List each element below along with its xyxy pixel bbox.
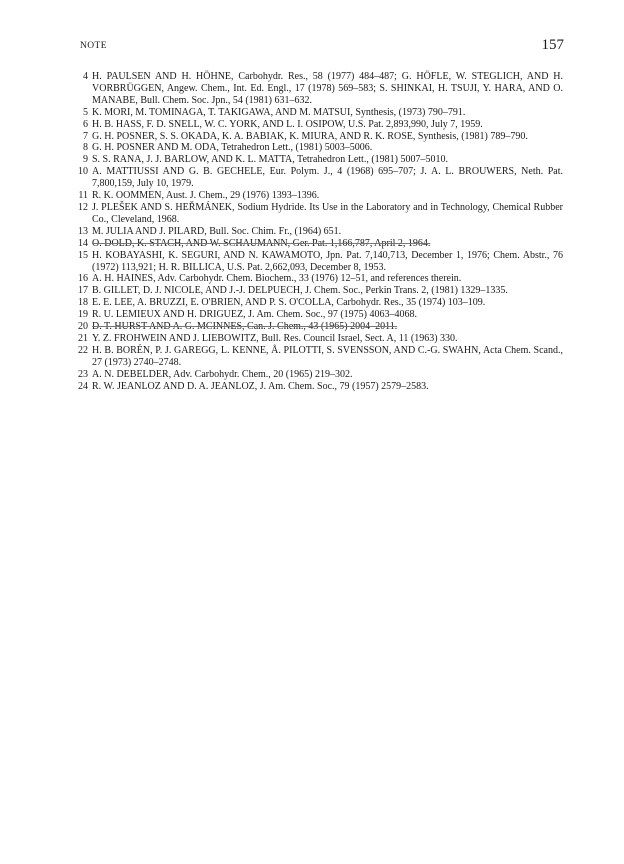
reference-text: B. GILLET, D. J. NICOLE, AND J.-J. DELPUECH, J. Chem. Soc., Perkin Trans. 2, (1981) 1329–1335. [92, 285, 508, 297]
reference-text: H. PAULSEN AND H. HÖHNE, Carbohydr. Res., 58 (1977) 484–487; G. HÖFLE, W. STEGLICH, AND H. VORBRÜGGEN, Angew. Chem., Int. Ed. Engl., 17 (1978) 569–583; S. SHINKAI, H. TSUJI, Y. HARA, AND O. MANABE, Bull. Chem. Soc. Jpn., 54 (1981) 631–632. [92, 71, 563, 106]
reference-item [77, 202, 563, 226]
reference-item [77, 250, 563, 274]
reference-text: D. T. HURST AND A. G. MCINNES, Can. J. Chem., 43 (1965) 2004–2011. [92, 321, 398, 333]
running-head: NOTE [80, 41, 107, 51]
reference-item [77, 131, 563, 143]
reference-text: R. W. JEANLOZ AND D. A. JEANLOZ, J. Am. Chem. Soc., 79 (1957) 2579–2583. [92, 380, 429, 392]
reference-item [77, 166, 563, 190]
reference-item [77, 381, 563, 393]
reference-item [77, 154, 563, 166]
reference-number: 17 [78, 285, 88, 297]
reference-number: 24 [78, 380, 88, 392]
reference-item [77, 71, 563, 107]
reference-text: H. B. HASS, F. D. SNELL, W. C. YORK, AND L. I. OSIPOW, U.S. Pat. 2,893,990, July 7, 1959. [92, 118, 483, 130]
reference-number: 19 [78, 309, 88, 321]
reference-text: H. KOBAYASHI, K. SEGURI, AND N. KAWAMOTO, Jpn. Pat. 7,140,713, December 1, 1976; Chem. Abstr., 76 (1972) 113,921; H. R. BILLICA, U.S. Pat. 2,662,093, December 8, 1953. [92, 249, 563, 273]
reference-number: 12 [78, 201, 88, 213]
reference-number: 8 [83, 142, 88, 154]
reference-item [77, 321, 563, 333]
reference-item [77, 119, 563, 131]
reference-text: Y. Z. FROHWEIN AND J. LIEBOWITZ, Bull. Res. Council Israel, Sect. A, 11 (1963) 330. [92, 332, 458, 344]
reference-number: 21 [78, 332, 88, 344]
reference-number: 23 [78, 368, 88, 380]
reference-item [77, 273, 563, 285]
reference-number: 6 [83, 118, 88, 130]
reference-number: 7 [83, 130, 88, 142]
reference-number: 10 [78, 166, 88, 178]
reference-item [77, 297, 563, 309]
reference-number: 15 [78, 249, 88, 261]
reference-list [77, 71, 563, 392]
reference-number: 18 [78, 297, 88, 309]
reference-text: G. H. POSNER AND M. ODA, Tetrahedron Lett., (1981) 5003–5006. [92, 142, 373, 154]
reference-text: S. S. RANA, J. J. BARLOW, AND K. L. MATTA, Tetrahedron Lett., (1981) 5007–5010. [92, 154, 448, 166]
reference-text: G. H. POSNER, S. S. OKADA, K. A. BABIAK, K. MIURA, AND R. K. ROSE, Synthesis, (1981) 789–790. [92, 130, 528, 142]
page-number: 157 [541, 37, 564, 53]
reference-text: R. K. OOMMEN, Aust. J. Chem., 29 (1976) 1393–1396. [92, 190, 320, 202]
reference-text: A. H. HAINES, Adv. Carbohydr. Chem. Biochem., 33 (1976) 12–51, and references therein. [92, 273, 462, 285]
reference-text: H. B. BORÉN, P. J. GAREGG, L. KENNE, Å. PILOTTI, S. SVENSSON, AND C.-G. SWAHN, Acta Chem. Scand., 27 (1973) 2740–2748. [92, 344, 563, 368]
reference-text: A. N. DEBELDER, Adv. Carbohydr. Chem., 20 (1965) 219–302. [92, 368, 353, 380]
reference-number: 16 [78, 273, 88, 285]
reference-text: O. DOLD, K. STACH, AND W. SCHAUMANN, Ger. Pat. 1,166,787, April 2, 1964. [92, 237, 431, 249]
reference-item [77, 309, 563, 321]
reference-number: 20 [78, 321, 88, 333]
reference-item [77, 369, 563, 381]
reference-text: R. U. LEMIEUX AND H. DRIGUEZ, J. Am. Chem. Soc., 97 (1975) 4063–4068. [92, 309, 417, 321]
reference-text: M. JULIA AND J. PILARD, Bull. Soc. Chim. Fr., (1964) 651. [92, 225, 342, 237]
reference-number: 9 [83, 154, 88, 166]
reference-number: 5 [83, 106, 88, 118]
reference-text: E. E. LEE, A. BRUZZI, E. O'BRIEN, AND P. S. O'COLLA, Carbohydr. Res., 35 (1974) 103–109. [92, 297, 486, 309]
page-header [80, 39, 564, 55]
reference-number: 11 [78, 190, 88, 202]
reference-item [77, 226, 563, 238]
reference-item [77, 345, 563, 369]
reference-item [77, 190, 563, 202]
reference-number: 14 [78, 237, 88, 249]
reference-item [77, 238, 563, 250]
reference-item [77, 333, 563, 345]
reference-number: 4 [83, 71, 88, 82]
reference-number: 13 [78, 225, 88, 237]
reference-number: 22 [78, 344, 88, 356]
reference-item [77, 142, 563, 154]
reference-item [77, 285, 563, 297]
reference-text: K. MORI, M. TOMINAGA, T. TAKIGAWA, AND M. MATSUI, Synthesis, (1973) 790–791. [92, 106, 466, 118]
reference-text: J. PLEŠEK AND S. HEŘMÁNEK, Sodium Hydride. Its Use in the Laboratory and in Technology, Chemical Rubber Co., Cleveland, 1968. [92, 201, 563, 225]
reference-item [77, 107, 563, 119]
reference-text: A. MATTIUSSI AND G. B. GECHELE, Eur. Polym. J., 4 (1968) 695–707; J. A. L. BROUWERS, Neth. Pat. 7,800,159, July 10, 1979. [92, 166, 563, 190]
